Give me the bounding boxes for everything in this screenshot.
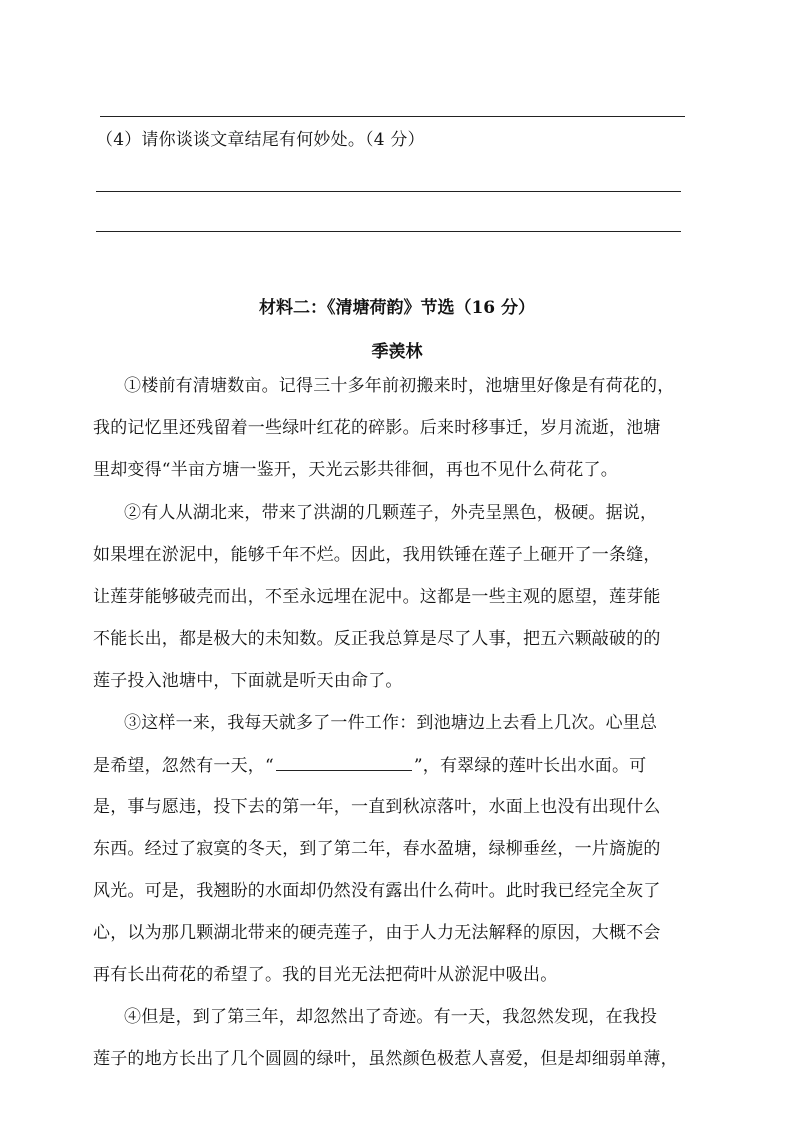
paragraph-3-line-2-before: 是希望，忽然有一天，“ [93, 756, 274, 776]
paragraph-2-line-5: 莲子投入池塘中，下面就是听天由命了。 [93, 671, 403, 691]
paragraph-3-line-3: 是，事与愿违，投下去的第一年，一直到秋凉落叶，水面上也没有出现什么 [93, 797, 661, 817]
paragraph-1-line-1: ①楼前有清塘数亩。记得三十多年前初搬来时，池塘里好像是有荷花的， [124, 376, 675, 396]
paragraph-1-line-3: 里却变得“半亩方塘一鉴开，天光云影共徘徊，再也不见什么荷花了。 [93, 460, 618, 480]
answer-line-3 [96, 231, 681, 232]
paragraph-3-line-1: ③这样一来，我每天就多了一件工作：到池塘边上去看上几次。心里总 [124, 713, 658, 733]
paragraph-3-line-2-after: ”，有翠绿的莲叶长出水面。可 [413, 756, 647, 776]
material-title: 材料二：《清塘荷韵》节选（16 分） [258, 298, 536, 318]
fill-in-blank [276, 754, 412, 771]
paragraph-2-line-3: 让莲芽能够破壳而出，不至永远埋在泥中。这都是一些主观的愿望，莲芽能 [93, 587, 661, 607]
paragraph-1-line-2: 我的记忆里还残留着一些绿叶红花的碎影。后来时移事迁，岁月流逝，池塘 [93, 418, 661, 438]
author: 季羡林 [371, 342, 423, 362]
paragraph-3-line-5: 风光。可是，我翘盼的水面却仍然没有露出什么荷叶。此时我已经完全灰了 [93, 881, 661, 901]
paragraph-4-line-2: 莲子的地方长出了几个圆圆的绿叶，虽然颜色极惹人喜爱，但是却细弱单薄， [93, 1049, 678, 1069]
paragraph-2-line-1: ②有人从湖北来，带来了洪湖的几颗莲子，外壳呈黑色，极硬。据说， [124, 503, 658, 523]
paragraph-3-line-6: 心，以为那几颗湖北带来的硬壳莲子，由于人力无法解释的原因，大概不会 [93, 923, 661, 943]
answer-line-2 [96, 191, 681, 192]
paragraph-2-line-2: 如果埋在淤泥中，能够千年不烂。因此，我用铁锤在莲子上砸开了一条缝， [93, 545, 661, 565]
paragraph-3-line-2 [93, 754, 646, 777]
paragraph-4-line-1: ④但是，到了第三年，却忽然出了奇迹。有一天，我忽然发现，在我投 [124, 1007, 658, 1027]
paragraph-3-line-7: 再有长出荷花的希望了。我的目光无法把荷叶从淤泥中吸出。 [93, 965, 558, 985]
answer-line-1 [100, 116, 685, 117]
question-4: （4）请你谈谈文章结尾有何妙处。（4 分） [96, 130, 425, 150]
paragraph-3-line-4: 东西。经过了寂寞的冬天，到了第二年，春水盈塘，绿柳垂丝，一片旖旎的 [93, 839, 661, 859]
paragraph-2-line-4: 不能长出，都是极大的未知数。反正我总算是尽了人事，把五六颗敲破的的 [93, 629, 661, 649]
